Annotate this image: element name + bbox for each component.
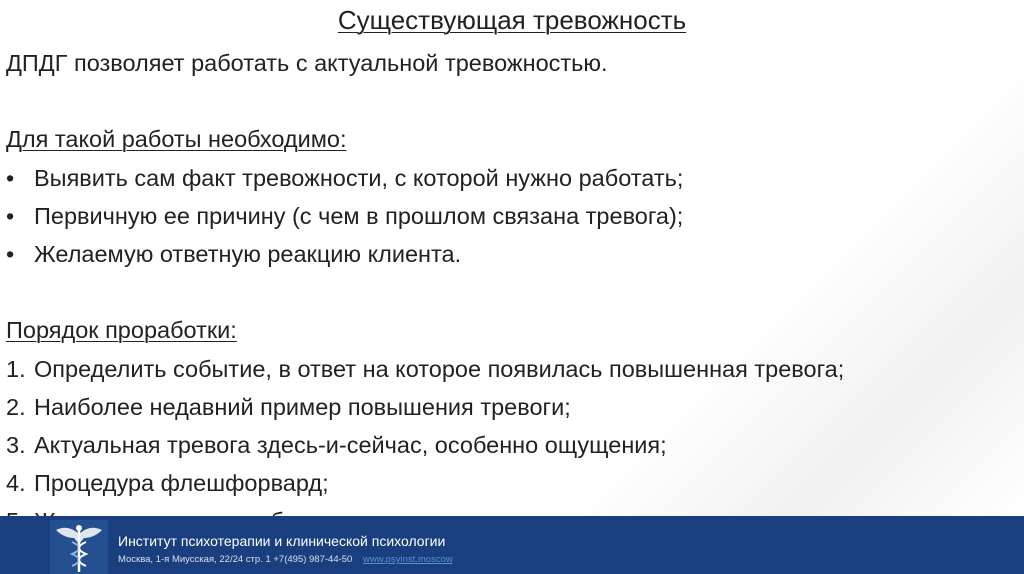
bullet-text: Выявить сам факт тревожности, с которой нужно работать;: [34, 164, 684, 191]
spacer: [6, 82, 1016, 120]
slide-title: Существующая тревожность: [337, 5, 687, 35]
institute-address: Москва, 1-я Миусская, 22/24 стр. 1 +7(495) 987-44-50: [118, 554, 353, 565]
item-number: 1.: [6, 355, 26, 382]
section-heading-procedure: Порядок проработки:: [6, 317, 237, 344]
website-link[interactable]: www.psyinst.moscow: [362, 554, 453, 565]
bullet-marker: •: [6, 241, 15, 267]
item-text: Определить событие, в ответ на которое появилась повышенная тревога;: [34, 355, 845, 382]
bullet-item: [6, 197, 1016, 235]
section-heading-requirements: Для такой работы необходимо:: [6, 126, 347, 153]
slide-content: [6, 44, 1016, 541]
item-text: Процедура флешфорвард;: [34, 470, 329, 497]
bullet-text: Желаемую ответную реакцию клиента.: [34, 241, 462, 267]
item-number: 3.: [6, 432, 26, 458]
institute-name: Институт психотерапии и клинической психологии: [118, 533, 446, 549]
numbered-item: [6, 426, 1016, 464]
item-text: Наиболее недавний пример повышения тревоги;: [34, 393, 571, 420]
bullet-item: [6, 235, 1016, 273]
caduceus-psi-logo-icon: [50, 520, 108, 574]
bullet-text: Первичную ее причину (с чем в прошлом связана тревога);: [34, 202, 684, 229]
item-number: 2.: [6, 393, 26, 420]
spacer: [6, 273, 1016, 311]
numbered-item: [6, 388, 1016, 426]
numbered-item: [6, 464, 1016, 502]
institute-contacts: [118, 554, 453, 565]
intro-text: ДПДГ позволяет работать с актуальной тревожностью.: [6, 50, 608, 76]
bullet-marker: •: [6, 164, 15, 191]
numbered-item: [6, 350, 1016, 388]
bullet-item: [6, 159, 1016, 197]
item-number: 4.: [6, 470, 26, 497]
footer-bar: [0, 516, 1024, 574]
bullet-marker: •: [6, 202, 15, 229]
item-text: Актуальная тревога здесь-и-сейчас, особенно ощущения;: [34, 432, 667, 458]
